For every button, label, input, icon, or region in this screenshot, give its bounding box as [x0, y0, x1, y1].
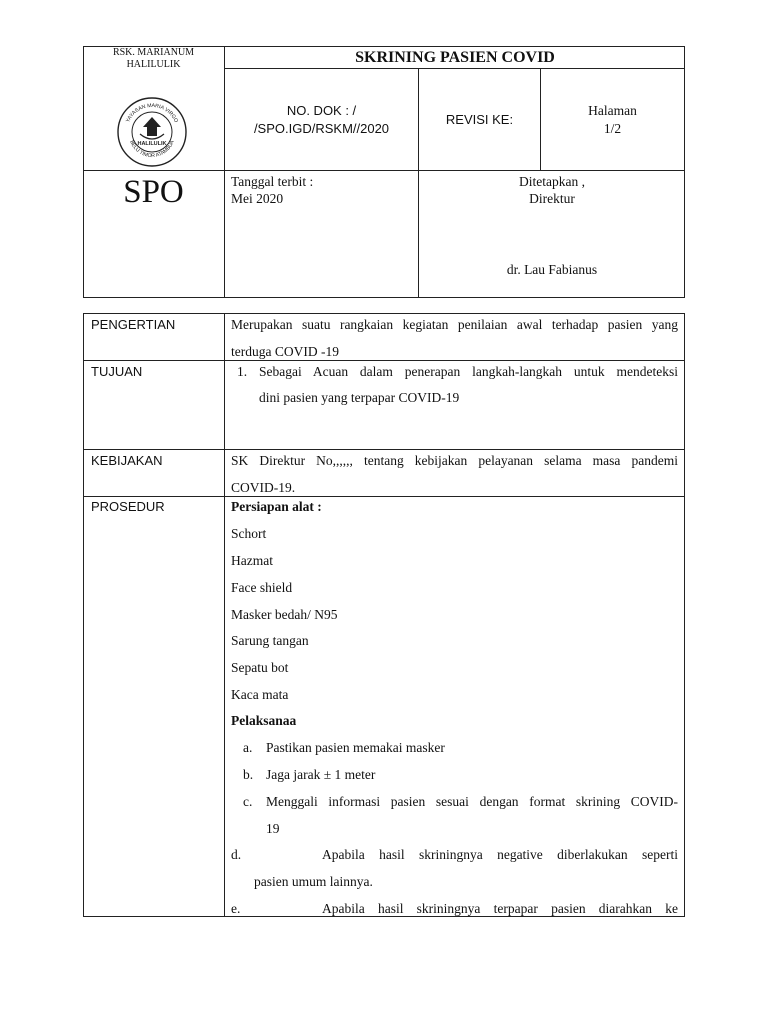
pengertian-text-line2: terduga COVID -19: [231, 344, 339, 359]
ditetapkan-label: Ditetapkan ,: [519, 174, 585, 189]
step-b-marker: b.: [243, 767, 254, 782]
step-c-text-line2: 19: [266, 821, 280, 836]
pengertian-label: PENGERTIAN: [91, 317, 176, 332]
hospital-name-line2: HALILULIK: [126, 59, 181, 70]
tujuan-number: 1.: [237, 364, 248, 379]
halaman-label: Halaman: [588, 103, 637, 118]
tujuan-text-line2: dini pasien yang terpapar COVID-19: [259, 390, 460, 405]
logo-ring-text-top: YAYASAN MARIA VIRGO: [125, 102, 179, 124]
step-a-text: Pastikan pasien memakai masker: [266, 740, 445, 755]
logo-ring-text-bottom: BELU TIMOR ATAMBUA: [128, 139, 176, 160]
hospital-name-line1: RSK. MARIANUM: [112, 47, 195, 58]
kebijakan-text-line2: COVID-19.: [231, 480, 296, 495]
tanggal-terbit-value: Mei 2020: [231, 191, 284, 206]
alat-list-item: Hazmat: [231, 553, 273, 568]
step-c-marker: c.: [243, 794, 253, 809]
signatory-name: dr. Lau Fabianus: [506, 262, 598, 277]
alat-list-item: Face shield: [231, 580, 293, 595]
no-dok-line2: /SPO.IGD/RSKM//2020: [253, 121, 390, 136]
direktur-label: Direktur: [529, 191, 575, 206]
tanggal-terbit-label: Tanggal terbit :: [231, 174, 314, 189]
pelaksanaan-heading: Pelaksanaa: [231, 713, 297, 728]
tujuan-text-line1: Sebagai Acuan dalam penerapan langkah-langkah untuk mendeteksi: [259, 364, 678, 379]
halaman-value: 1/2: [603, 121, 622, 136]
step-d-text-line1: Apabila hasil skriningnya negative diberlakukan seperti: [322, 847, 678, 862]
step-d-marker: d.: [231, 847, 242, 862]
step-e-marker: e.: [231, 901, 241, 916]
pengertian-text-line1: Merupakan suatu rangkaian kegiatan penilaian awal terhadap pasien yang: [231, 317, 678, 332]
hospital-seal-logo: [116, 96, 188, 168]
spo-label: SPO: [123, 174, 184, 210]
step-e-text-line1: Apabila hasil skriningnya terpapar pasien diarahkan ke: [322, 901, 678, 916]
alat-list-item: Schort: [231, 526, 267, 541]
tujuan-label: TUJUAN: [91, 364, 143, 379]
step-b-text: Jaga jarak ± 1 meter: [266, 767, 376, 782]
no-dok-line1: NO. DOK : /: [286, 103, 357, 118]
alat-list-item: Sepatu bot: [231, 660, 289, 675]
prosedur-label: PROSEDUR: [91, 499, 165, 514]
alat-list-item: Kaca mata: [231, 687, 289, 702]
step-c-text-line1: Menggali informasi pasien sesuai dengan format skrining COVID-: [266, 794, 678, 809]
persiapan-alat-heading: Persiapan alat :: [231, 499, 322, 514]
document-title: SKRINING PASIEN COVID: [355, 49, 555, 66]
logo-center-text: HALILULIK: [137, 141, 167, 147]
step-d-text-line2: pasien umum lainnya.: [254, 874, 373, 889]
alat-list-item: Sarung tangan: [231, 633, 309, 648]
alat-list-item: Masker bedah/ N95: [231, 607, 338, 622]
step-a-marker: a.: [243, 740, 253, 755]
revisi-label: REVISI KE:: [445, 112, 514, 127]
kebijakan-text-line1: SK Direktur No,,,,,, tentang kebijakan pelayanan selama masa pandemi: [231, 453, 678, 468]
kebijakan-label: KEBIJAKAN: [91, 453, 163, 468]
